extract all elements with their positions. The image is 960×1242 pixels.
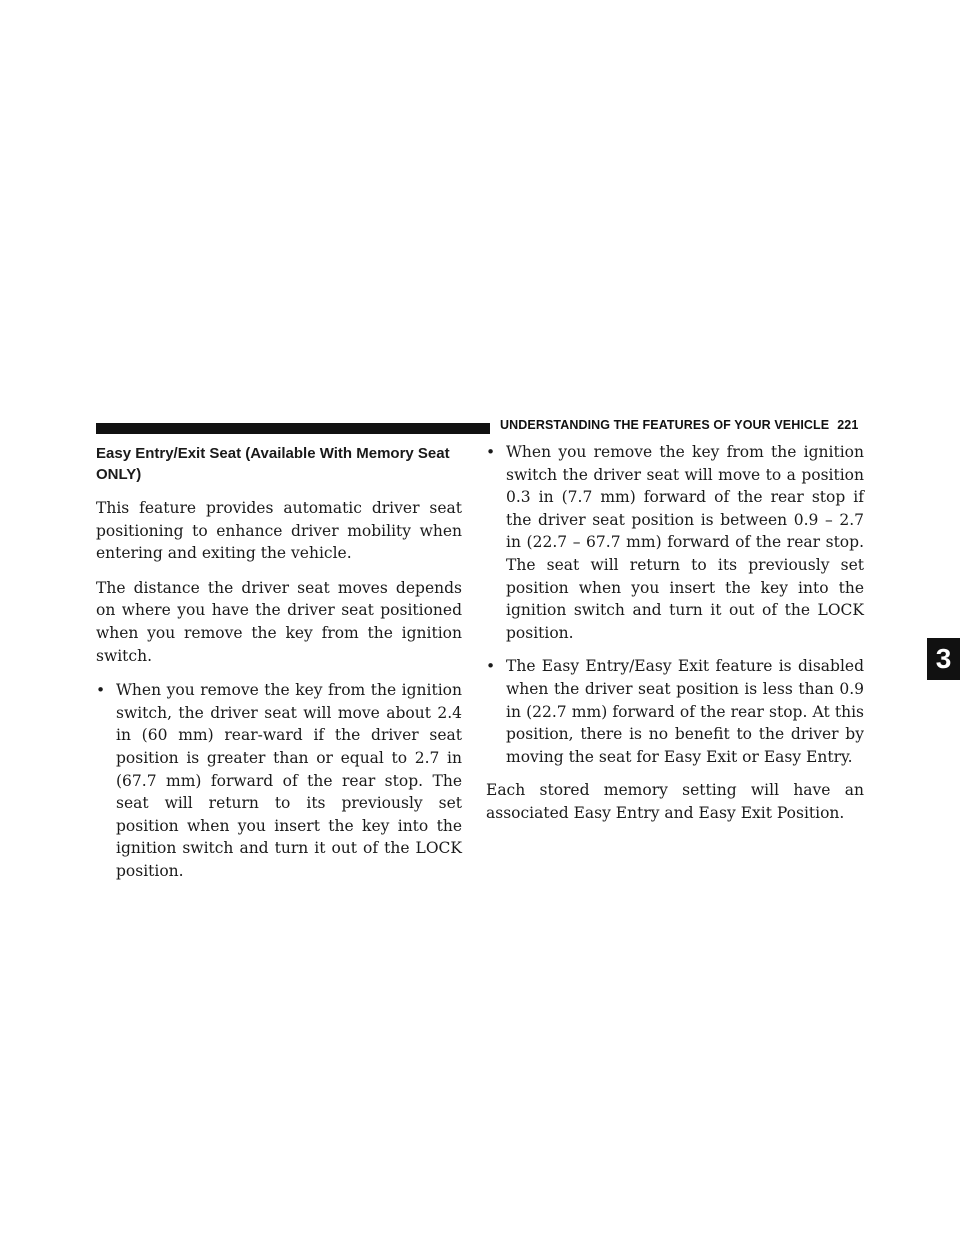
bullet-icon: • bbox=[96, 681, 106, 700]
bullet-text: The Easy Entry/Easy Exit feature is disabled when the driver seat position is less than 0.9 in (22.7 mm) forward of the rear stop. At this position, there is no benefit to the driver by moving the seat for Easy Exit or Easy Entry. bbox=[506, 657, 864, 766]
paragraph: Each stored memory setting will have an associated Easy Entry and Easy Exit Position. bbox=[486, 781, 864, 822]
paragraph: This feature provides automatic driver seat positioning to enhance driver mobility when entering and exiting the vehicle. bbox=[96, 499, 462, 563]
bullet-icon: • bbox=[486, 443, 496, 461]
right-column bbox=[486, 441, 864, 837]
bullet-item bbox=[486, 655, 864, 768]
running-header bbox=[500, 418, 858, 432]
bullet-text: When you remove the key from the ignition switch, the driver seat will move about 2.4 in (60 mm) rear-ward if the driver seat position is greater than or equal to 2.7 in (67.7 mm) forward of the rear stop. The seat will return to its previously set position when you insert the key into the ignition switch and turn it out of the LOCK position. bbox=[116, 681, 462, 880]
bullet-text: When you remove the key from the ignition switch the driver seat will move to a position 0.3 in (7.7 mm) forward of the rear stop if the driver seat position is between 0.9 – 2.7 in (22.7 – 67.7 mm) forward of the rear stop. The seat will return to its previously set position when you insert the key into the ignition switch and turn it out of the LOCK position. bbox=[506, 443, 864, 642]
header-rule bbox=[96, 423, 490, 434]
page-number: 221 bbox=[837, 418, 859, 432]
bullet-icon: • bbox=[486, 657, 496, 676]
bullet-item bbox=[486, 441, 864, 644]
chapter-tab: 3 bbox=[927, 638, 960, 680]
section-heading: Easy Entry/Exit Seat (Available With Memory Seat ONLY) bbox=[96, 445, 450, 483]
paragraph: The distance the driver seat moves depends on where you have the driver seat positioned when you remove the key from the ignition switch. bbox=[96, 578, 462, 665]
section-title: UNDERSTANDING THE FEATURES OF YOUR VEHICLE bbox=[500, 418, 830, 432]
bullet-item bbox=[96, 679, 462, 882]
left-column bbox=[96, 441, 462, 894]
